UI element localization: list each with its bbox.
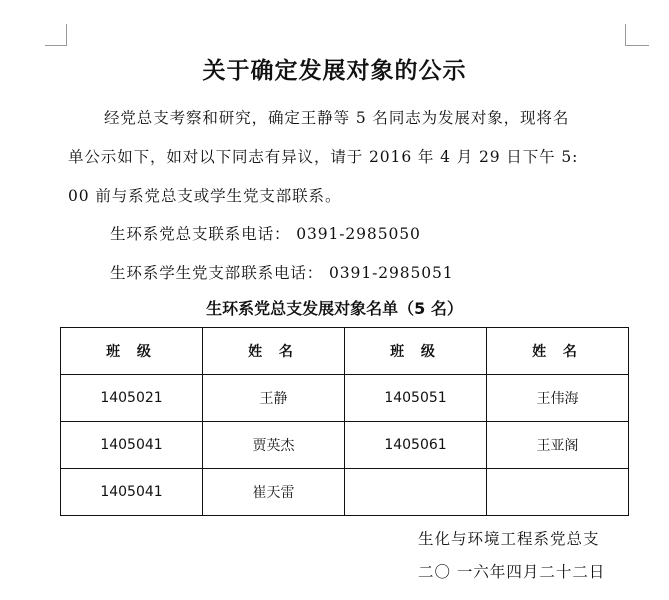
name-cell: 贾英杰 xyxy=(203,422,345,469)
class-cell: 1405051 xyxy=(345,375,487,422)
signature-date: 二〇 一六年四月二十二日 xyxy=(418,563,606,581)
name-cell: 王伟海 xyxy=(487,375,629,422)
roster-title: 生环系党总支发展对象名单（5 名） xyxy=(206,299,463,318)
class-cell: 1405021 xyxy=(61,375,203,422)
class-cell: 1405061 xyxy=(345,422,487,469)
name-cell: 王亚阁 xyxy=(487,422,629,469)
contact-phone-student-branch: 生环系学生党支部联系电话： 0391-2985051 xyxy=(110,264,454,282)
column-header-class: 班 级 xyxy=(345,328,487,375)
table-row xyxy=(61,469,629,516)
contact-phone-general-branch: 生环系党总支联系电话： 0391-2985050 xyxy=(110,225,421,243)
name-cell xyxy=(487,469,629,516)
page-corner-mark xyxy=(625,24,626,46)
name-cell: 王静 xyxy=(203,375,345,422)
notice-paragraph-line: 经党总支考察和研究，确定王静等 5 名同志为发展对象，现将名 xyxy=(104,109,570,127)
document-title: 关于确定发展对象的公示 xyxy=(202,58,467,84)
page-corner-mark xyxy=(66,24,67,46)
notice-paragraph-line: 00 前与系党总支或学生党支部联系。 xyxy=(68,187,342,205)
class-cell: 1405041 xyxy=(61,422,203,469)
column-header-name: 姓 名 xyxy=(487,328,629,375)
candidate-roster-table xyxy=(60,327,629,516)
notice-paragraph-line: 单公示如下，如对以下同志有异议，请于 2016 年 4 月 29 日下午 5: xyxy=(68,148,579,166)
column-header-name: 姓 名 xyxy=(203,328,345,375)
class-cell: 1405041 xyxy=(61,469,203,516)
name-cell: 崔天雷 xyxy=(203,469,345,516)
page-corner-mark xyxy=(625,45,649,46)
signature-organization: 生化与环境工程系党总支 xyxy=(418,530,600,548)
class-cell xyxy=(345,469,487,516)
table-header-row xyxy=(61,328,629,375)
page-corner-mark xyxy=(45,45,67,46)
table-row xyxy=(61,375,629,422)
column-header-class: 班 级 xyxy=(61,328,203,375)
table-row xyxy=(61,422,629,469)
